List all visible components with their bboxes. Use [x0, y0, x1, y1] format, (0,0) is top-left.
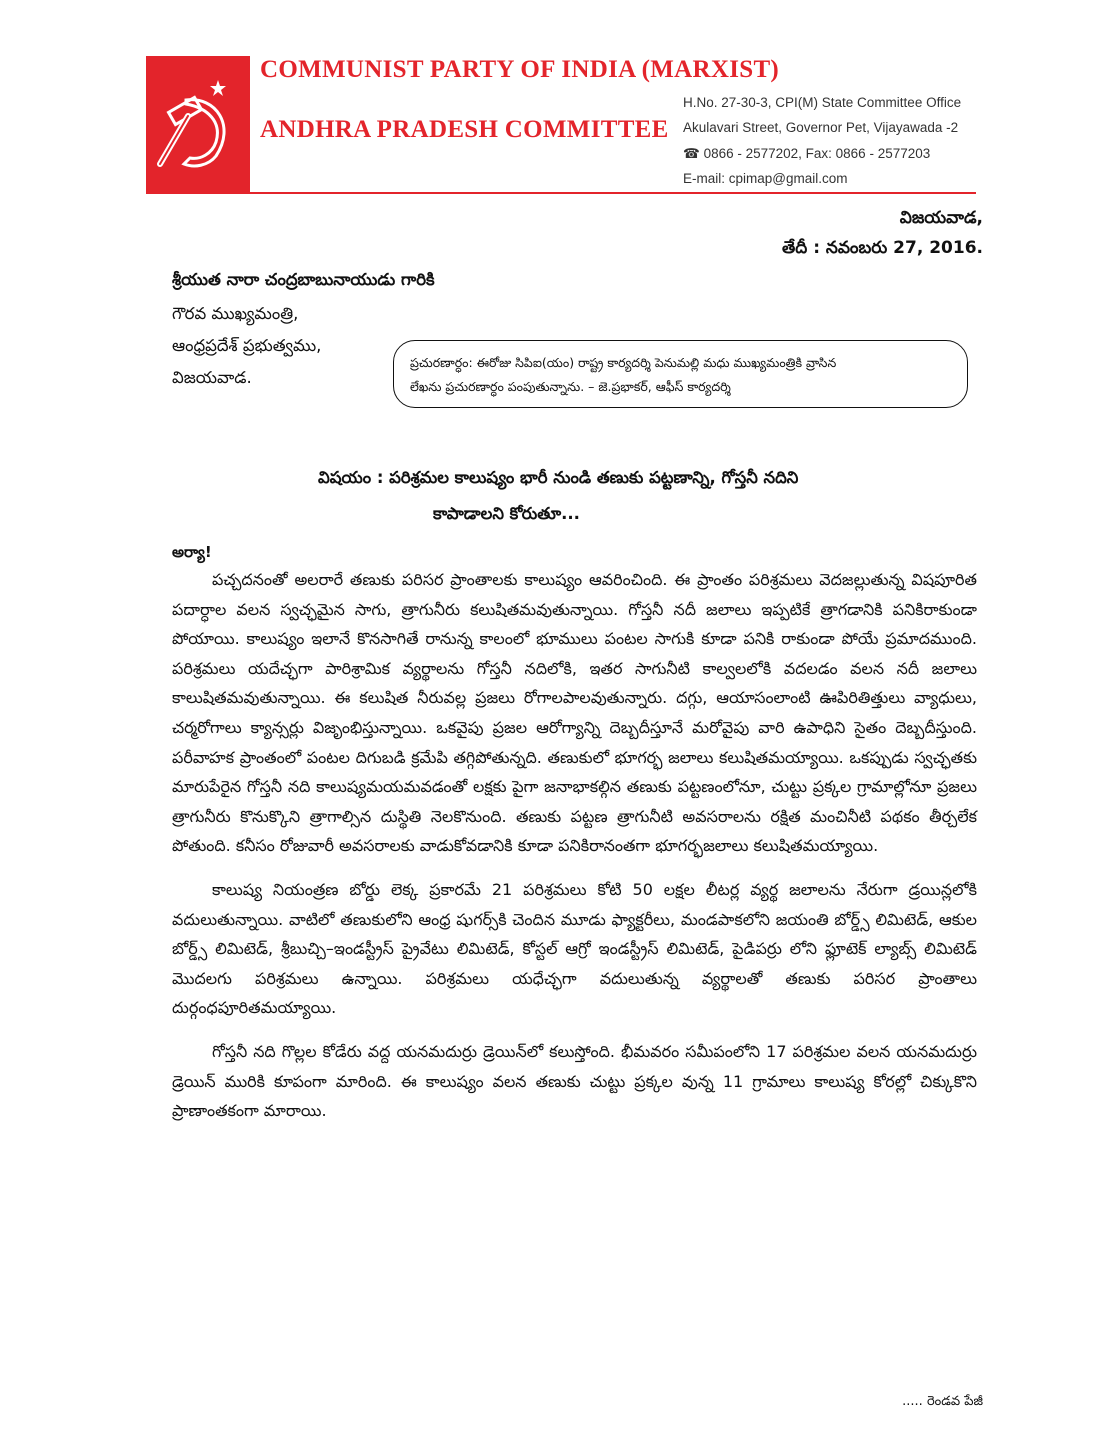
salutation: అర్యా!: [172, 543, 212, 561]
hammer-sickle-star-icon: [146, 56, 250, 193]
header-divider: [146, 192, 976, 194]
press-note-box: [393, 340, 968, 408]
body-paragraph-3: గోస్తనీ నది గొల్లల కోడేరు వద్ద యనమదుర్రు డ్రెయిన్‌లో కలుస్తోంది. భీమవరం సమీపంలోని 17 పరిశ్రమల వలన యనమదుర్రు డ్రెయిన్ మురికి కూపంగా మారింది. ఈ కాలుష్యం వలన తణుకు చుట్టు ప్రక్కల వున్న 11 గ్రామాలు కాలుష్య కోరల్లో చిక్కుకొని ప్రాణాంతకంగా మారాయి.: [172, 1041, 977, 1121]
press-note-line-1: ప్రచురణార్ధం: ఈరోజు సిపిఐ(యం) రాష్ట్ర కార్యదర్శి పెనుమల్లి మధు ముఖ్యమంత్రికి వ్రాసిన: [410, 355, 837, 370]
subject-line-1: విషయం : పరిశ్రమల కాలుష్యం భారీ నుండి తణుకు పట్టణాన్ని, గోస్తనీ నదిని: [318, 468, 799, 487]
org-name: COMMUNIST PARTY OF INDIA (MARXIST): [260, 56, 780, 83]
address-line-2: Akulavari Street, Governor Pet, Vijayawada -2: [683, 120, 959, 135]
address-line-1: H.No. 27-30-3, CPI(M) State Committee Office: [683, 95, 962, 110]
committee-name: ANDHRA PRADESH COMMITTEE: [260, 116, 669, 143]
body-paragraph-2: కాలుష్య నియంత్రణ బోర్డు లెక్క ప్రకారమే 21 పరిశ్రమలు కోటి 50 లక్షల లీటర్ల వ్యర్థ జలాలను నేరుగా డ్రయిన్లలోకి వదులుతున్నాయి. వాటిలో తణుకులోని ఆంధ్ర షుగర్స్‌కి చెందిన మూడు ఫ్యాక్టరీలు, మండపాకలోని జయంతి బోర్డ్స్ లిమిటెడ్, ఆకుల బోర్డ్స్ లిమిటెడ్, శ్రీబుచ్చి–ఇండస్ట్రీస్ ప్రైవేటు లిమిటెడ్, కోస్టల్ ఆగ్రో ఇండస్ట్రీస్ లిమిటెడ్, పైడిపర్రు లోని ఫ్లూటెక్ ల్యాబ్స్ లిమిటెడ్ మొదలగు పరిశ్రమలు ఉన్నాయి. పరిశ్రమలు యధేచ్ఛగా వదులుతున్న వ్యర్థాలతో తణుకు పరిసర ప్రాంతాలు దుర్గంధపూరితమయ్యాయి.: [172, 879, 977, 1018]
press-note-line-2: లేఖను ప్రచురణార్ధం పంపుతున్నాను. – జె.ప్రభాకర్, ఆఫీస్ కార్యదర్శి: [410, 379, 731, 394]
letter-body: [172, 565, 977, 1140]
letter-date: తేదీ : నవంబరు 27, 2016.: [782, 238, 983, 258]
phone-fax: ☎ 0866 - 2577202, Fax: 0866 - 2577203: [683, 146, 931, 161]
recipient-name: [172, 270, 435, 293]
email: E-mail: cpimap@gmail.com: [683, 171, 848, 186]
body-paragraph-1: పచ్చదనంతో అలరారే తణుకు పరిసర ప్రాంతాలకు కాలుష్యం ఆవరించింది. ఈ ప్రాంతం పరిశ్రమలు వెదజల్లుతున్న విషపూరిత పదార్ధాల వలన స్వచ్ఛమైన సాగు, త్రాగునీరు కలుషితమవుతున్నాయి. గోస్తనీ నదీ జలాలు ఇప్పటికే త్రాగడానికి పనికిరాకుండా పోయాయి. కాలుష్యం ఇలానే కొనసాగితే రానున్న కాలంలో భూములు పంటల సాగుకి కూడా పనికి రాకుండా పోయే ప్రమాదముంది. పరిశ్రమలు యదేచ్ఛగా పారిశ్రామిక వ్యర్థాలను గోస్తనీ నదిలోకి, ఇతర సాగునీటి కాల్వలలోకి వదలడం వలన నదీ జలాలు కాలుషితమవుతున్నాయి. ఈ కలుషిత నీరువల్ల ప్రజలు రోగాలపాలవుతున్నారు. దగ్గు, ఆయాసంలాంటి ఊపిరితిత్తులు వ్యాధులు, చర్మరోగాలు క్యాన్సర్లు విజృంభిస్తున్నాయి. ఒకవైపు ప్రజల ఆరోగ్యాన్ని దెబ్బదీస్తూనే మరోవైపు వారి ఉపాధిని సైతం దెబ్బదీస్తుంది. పరీవాహక ప్రాంతంలో పంటల దిగుబడి క్రమేపి తగ్గిపోతున్నది. తణుకులో భూగర్భ జలాలు కలుషితమయ్యాయి. ఒకప్పుడు స్వచ్ఛతకు మారుపేరైన గోస్తనీ నది కాలుష్యమయమవడంతో లక్షకు పైగా జనాభాకల్గిన తణుకు పట్టణంలోనూ, చుట్టు ప్రక్కల గ్రామాల్లోనూ ప్రజలు త్రాగునీరు కొనుక్కొని త్రాగాల్సిన దుస్థితి నెలకొనుంది. తణుకు పట్టణ త్రాగునీటి అవసరాలను రక్షిత మంచినీటి పథకం తీర్చలేక పోతుంది. కనీసం రోజువారీ అవసరాలకు వాడుకోవడానికి కూడా పనికిరానంతగా భూగర్భజలాలు కలుషితమయ్యాయి.: [172, 570, 977, 856]
place: విజయవాడ,: [899, 208, 983, 228]
subject: [318, 460, 798, 532]
recipient-govt: ఆంధ్రప్రదేశ్ ప్రభుత్వము,: [172, 336, 322, 355]
recipient-title: గౌరవ ముఖ్యమంత్రి,: [172, 304, 299, 323]
subject-line-2: కాపాడాలని కోరుతూ...: [433, 504, 580, 523]
recipient-name-text: శ్రీయుత నారా చంద్రబాబునాయుడు గారికి: [172, 270, 435, 289]
recipient-city: విజయవాడ.: [172, 368, 252, 387]
party-logo: [146, 56, 250, 193]
continued-next-page: ..... రెండవ పేజీ: [902, 1394, 983, 1409]
